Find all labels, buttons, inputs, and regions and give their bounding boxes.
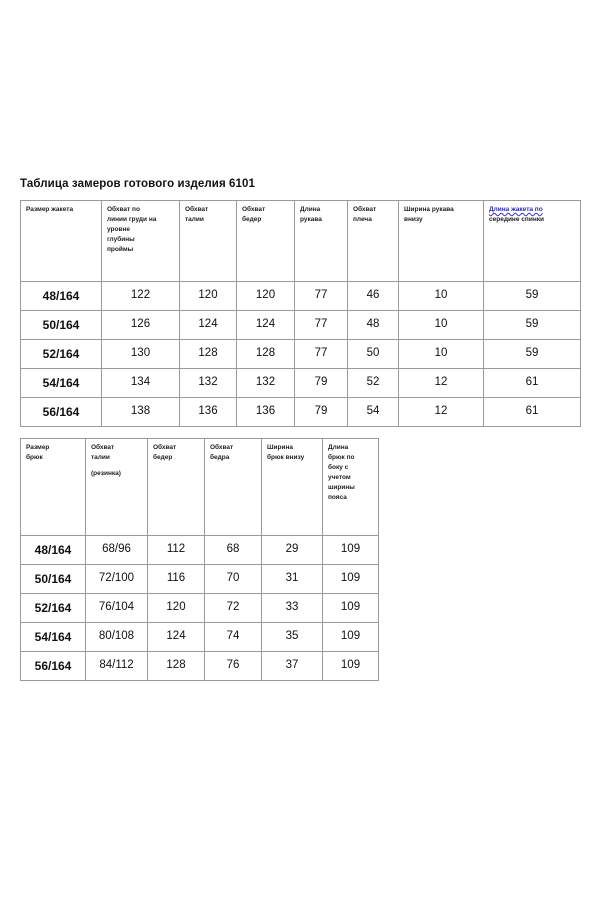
table-row — [21, 623, 379, 652]
jacket-cell-hips: 120 — [237, 282, 295, 311]
trousers-cell-hips: 116 — [148, 565, 205, 594]
jacket-cell-hips: 128 — [237, 340, 295, 369]
trousers-cell-size: 52/164 — [21, 594, 86, 623]
trousers-cell-leg-opening: 37 — [262, 652, 323, 681]
trousers-cell-leg-opening: 35 — [262, 623, 323, 652]
trousers-measurements-table — [20, 438, 379, 681]
jacket-cell-back-length: 59 — [484, 340, 581, 369]
table-row — [21, 311, 581, 340]
jacket-cell-upper-arm: 54 — [348, 398, 399, 427]
trousers-cell-thigh: 76 — [205, 652, 262, 681]
jacket-header-waist: Обхват талии — [180, 201, 237, 282]
jacket-cell-sleeve-length: 77 — [295, 282, 348, 311]
trousers-header-thigh: Обхват бедра — [205, 439, 262, 536]
jacket-cell-sleeve-width: 10 — [399, 311, 484, 340]
trousers-header-hips: Обхват бедер — [148, 439, 205, 536]
table-row — [21, 398, 581, 427]
trousers-cell-side-length: 109 — [323, 652, 379, 681]
jacket-cell-size: 48/164 — [21, 282, 102, 311]
trousers-cell-side-length: 109 — [323, 623, 379, 652]
jacket-cell-hips: 132 — [237, 369, 295, 398]
jacket-cell-chest: 126 — [102, 311, 180, 340]
jacket-header-chest: Обхват по линии груди на уровне глубины проймы — [102, 201, 180, 282]
trousers-cell-leg-opening: 33 — [262, 594, 323, 623]
jacket-header-sleeve-width-bottom: Ширина рукава внизу — [399, 201, 484, 282]
jacket-cell-waist: 120 — [180, 282, 237, 311]
jacket-cell-sleeve-width: 10 — [399, 340, 484, 369]
trousers-cell-size: 54/164 — [21, 623, 86, 652]
jacket-cell-hips: 136 — [237, 398, 295, 427]
trousers-cell-size: 56/164 — [21, 652, 86, 681]
jacket-cell-chest: 122 — [102, 282, 180, 311]
table-row — [21, 340, 581, 369]
jacket-cell-upper-arm: 48 — [348, 311, 399, 340]
trousers-cell-waist: 80/108 — [86, 623, 148, 652]
jacket-cell-waist: 128 — [180, 340, 237, 369]
trousers-header-waist: Обхват талии (резинка) — [86, 439, 148, 536]
table-row — [21, 594, 379, 623]
jacket-cell-waist: 136 — [180, 398, 237, 427]
trousers-cell-hips: 128 — [148, 652, 205, 681]
trousers-cell-waist: 72/100 — [86, 565, 148, 594]
jacket-cell-sleeve-length: 77 — [295, 340, 348, 369]
trousers-cell-thigh: 72 — [205, 594, 262, 623]
trousers-cell-waist: 68/96 — [86, 536, 148, 565]
table-row — [21, 652, 379, 681]
trousers-cell-size: 50/164 — [21, 565, 86, 594]
trousers-header-size: Размер брюк — [21, 439, 86, 536]
jacket-cell-sleeve-length: 79 — [295, 398, 348, 427]
jacket-cell-chest: 134 — [102, 369, 180, 398]
jacket-table-header-row — [21, 201, 581, 282]
trousers-header-side-length: Длина брюк по боку с учетом ширины пояса — [323, 439, 379, 536]
jacket-cell-waist: 132 — [180, 369, 237, 398]
trousers-cell-hips: 120 — [148, 594, 205, 623]
trousers-cell-side-length: 109 — [323, 565, 379, 594]
jacket-cell-chest: 130 — [102, 340, 180, 369]
jacket-header-sleeve-length: Длина рукава — [295, 201, 348, 282]
jacket-cell-upper-arm: 46 — [348, 282, 399, 311]
jacket-cell-waist: 124 — [180, 311, 237, 340]
jacket-cell-sleeve-width: 10 — [399, 282, 484, 311]
jacket-header-hips: Обхват бедер — [237, 201, 295, 282]
jacket-header-upper-arm: Обхват плеча — [348, 201, 399, 282]
jacket-cell-back-length: 59 — [484, 311, 581, 340]
trousers-cell-thigh: 74 — [205, 623, 262, 652]
jacket-cell-size: 56/164 — [21, 398, 102, 427]
trousers-cell-waist: 84/112 — [86, 652, 148, 681]
trousers-cell-hips: 112 — [148, 536, 205, 565]
jacket-header-size: Размер жакета — [21, 201, 102, 282]
jacket-cell-sleeve-length: 79 — [295, 369, 348, 398]
jacket-cell-size: 50/164 — [21, 311, 102, 340]
trousers-cell-leg-opening: 31 — [262, 565, 323, 594]
table-row — [21, 565, 379, 594]
jacket-cell-upper-arm: 50 — [348, 340, 399, 369]
jacket-cell-size: 52/164 — [21, 340, 102, 369]
jacket-cell-chest: 138 — [102, 398, 180, 427]
page-title: Таблица замеров готового изделия 6101 — [20, 178, 256, 190]
trousers-table-header-row — [21, 439, 379, 536]
trousers-cell-waist: 76/104 — [86, 594, 148, 623]
trousers-cell-side-length: 109 — [323, 594, 379, 623]
trousers-cell-thigh: 68 — [205, 536, 262, 565]
jacket-cell-hips: 124 — [237, 311, 295, 340]
jacket-cell-sleeve-width: 12 — [399, 369, 484, 398]
table-row — [21, 369, 581, 398]
jacket-cell-back-length: 61 — [484, 398, 581, 427]
trousers-cell-thigh: 70 — [205, 565, 262, 594]
table-row — [21, 536, 379, 565]
trousers-cell-leg-opening: 29 — [262, 536, 323, 565]
jacket-measurements-table — [20, 200, 581, 427]
trousers-header-leg-opening: Ширина брюк внизу — [262, 439, 323, 536]
trousers-cell-size: 48/164 — [21, 536, 86, 565]
jacket-cell-back-length: 59 — [484, 282, 581, 311]
jacket-cell-back-length: 61 — [484, 369, 581, 398]
jacket-cell-sleeve-width: 12 — [399, 398, 484, 427]
jacket-cell-sleeve-length: 77 — [295, 311, 348, 340]
jacket-header-back-length: Длина жакета по середине спинки — [484, 201, 581, 282]
jacket-cell-size: 54/164 — [21, 369, 102, 398]
trousers-cell-side-length: 109 — [323, 536, 379, 565]
jacket-cell-upper-arm: 52 — [348, 369, 399, 398]
trousers-cell-hips: 124 — [148, 623, 205, 652]
table-row — [21, 282, 581, 311]
